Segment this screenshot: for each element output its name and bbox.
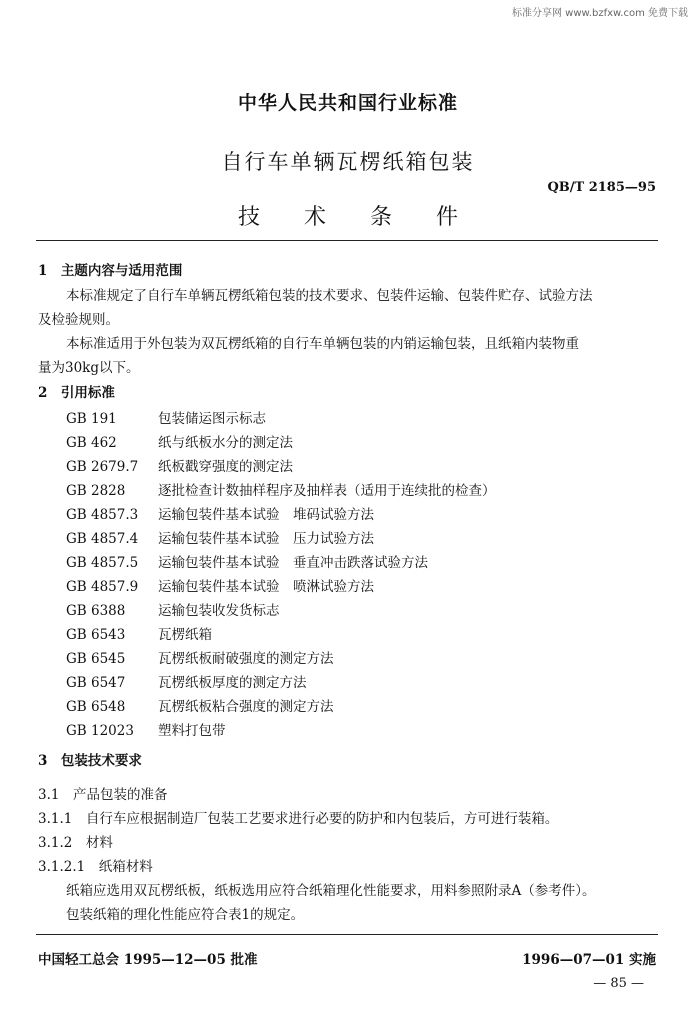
clause-3-1-1: 3.1.1 自行车应根据制造厂包装工艺要求进行必要的防护和内包装后，方可进行装箱。 <box>38 811 559 827</box>
reference-item <box>66 578 374 596</box>
reference-item <box>66 554 428 572</box>
reference-title: 纸与纸板水分的测定法 <box>158 435 293 451</box>
reference-title: 瓦楞纸板粘合强度的测定方法 <box>158 699 334 715</box>
document-subtitle <box>0 200 696 231</box>
reference-item <box>66 410 266 428</box>
reference-code: GB 6547 <box>66 675 126 691</box>
reference-item <box>66 626 212 644</box>
approval-line: 中国轻工总会 1995—12—05 批准 <box>38 952 258 968</box>
reference-code: GB 2828 <box>66 483 126 499</box>
reference-item <box>66 482 496 500</box>
reference-title: 运输包装件基本试验 喷淋试验方法 <box>158 579 374 595</box>
reference-item <box>66 506 374 524</box>
reference-title: 瓦楞纸板厚度的测定方法 <box>158 675 307 691</box>
section-3-heading: 3 包装技术要求 <box>38 753 142 769</box>
reference-item <box>66 602 280 620</box>
reference-code: GB 4857.3 <box>66 507 139 523</box>
watermark: 标准分享网 www.bzfxw.com 免费下载 <box>512 8 688 19</box>
reference-item <box>66 434 293 452</box>
reference-code: GB 4857.4 <box>66 531 139 547</box>
reference-item <box>66 530 374 548</box>
standard-code: QB/T 2185—95 <box>547 180 656 195</box>
reference-code: GB 4857.9 <box>66 579 139 595</box>
reference-title: 逐批检查计数抽样程序及抽样表（适用于连续批的检查） <box>158 483 496 499</box>
reference-item <box>66 650 334 668</box>
section-2-heading: 2 引用标准 <box>38 385 115 401</box>
clause-3-1-2: 3.1.2 材料 <box>38 835 113 851</box>
standard-category: 中华人民共和国行业标准 <box>237 92 458 114</box>
reference-title: 运输包装件基本试验 压力试验方法 <box>158 531 374 547</box>
clause-3-1: 3.1 产品包装的准备 <box>38 787 168 803</box>
header-rule <box>36 240 658 241</box>
reference-title: 瓦楞纸板耐破强度的测定方法 <box>158 651 334 667</box>
subtitle-char: 术 <box>303 205 326 230</box>
reference-code: GB 6548 <box>66 699 126 715</box>
paragraph-line: 本标准规定了自行车单辆瓦楞纸箱包装的技术要求、包装件运输、包装件贮存、试验方法 <box>66 288 593 304</box>
reference-item <box>66 458 293 476</box>
reference-code: GB 2679.7 <box>66 459 139 475</box>
reference-code: GB 6545 <box>66 651 126 667</box>
clause-3-1-2-1: 3.1.2.1 纸箱材料 <box>38 859 153 875</box>
reference-title: 运输包装件基本试验 堆码试验方法 <box>158 507 374 523</box>
reference-code: GB 462 <box>66 435 117 451</box>
implementation-date: 1996—07—01 实施 <box>522 952 656 968</box>
footer-rule <box>36 934 658 935</box>
reference-title: 包装储运图示标志 <box>158 411 266 427</box>
reference-item <box>66 722 226 740</box>
paragraph-line: 纸箱应选用双瓦楞纸板，纸板选用应符合纸箱理化性能要求，用料参照附录A（参考件）。 <box>66 883 596 899</box>
reference-title: 运输包装收发货标志 <box>158 603 280 619</box>
reference-code: GB 12023 <box>66 723 134 739</box>
reference-title: 运输包装件基本试验 垂直冲击跌落试验方法 <box>158 555 428 571</box>
subtitle-char: 件 <box>436 205 459 230</box>
document-title: 自行车单辆瓦楞纸箱包装 <box>221 150 475 174</box>
subtitle-char: 条 <box>370 205 393 230</box>
paragraph-line: 量为30kg以下。 <box>38 360 140 376</box>
subtitle-char: 技 <box>237 205 260 230</box>
paragraph-line: 包装纸箱的理化性能应符合表1的规定。 <box>66 907 305 923</box>
reference-code: GB 6543 <box>66 627 126 643</box>
reference-title: 塑料打包带 <box>158 723 226 739</box>
paragraph-line: 及检验规则。 <box>38 312 119 328</box>
reference-title: 瓦楞纸箱 <box>158 627 212 643</box>
section-1-heading: 1 主题内容与适用范围 <box>38 263 183 279</box>
reference-title: 纸板戳穿强度的测定法 <box>158 459 293 475</box>
paragraph-line: 本标准适用于外包装为双瓦楞纸箱的自行车单辆包装的内销运输包装，且纸箱内装物重 <box>66 336 579 352</box>
reference-item <box>66 674 307 692</box>
reference-code: GB 191 <box>66 411 117 427</box>
page-number: — 85 — <box>593 976 644 991</box>
reference-code: GB 4857.5 <box>66 555 139 571</box>
reference-item <box>66 698 334 716</box>
reference-code: GB 6388 <box>66 603 126 619</box>
